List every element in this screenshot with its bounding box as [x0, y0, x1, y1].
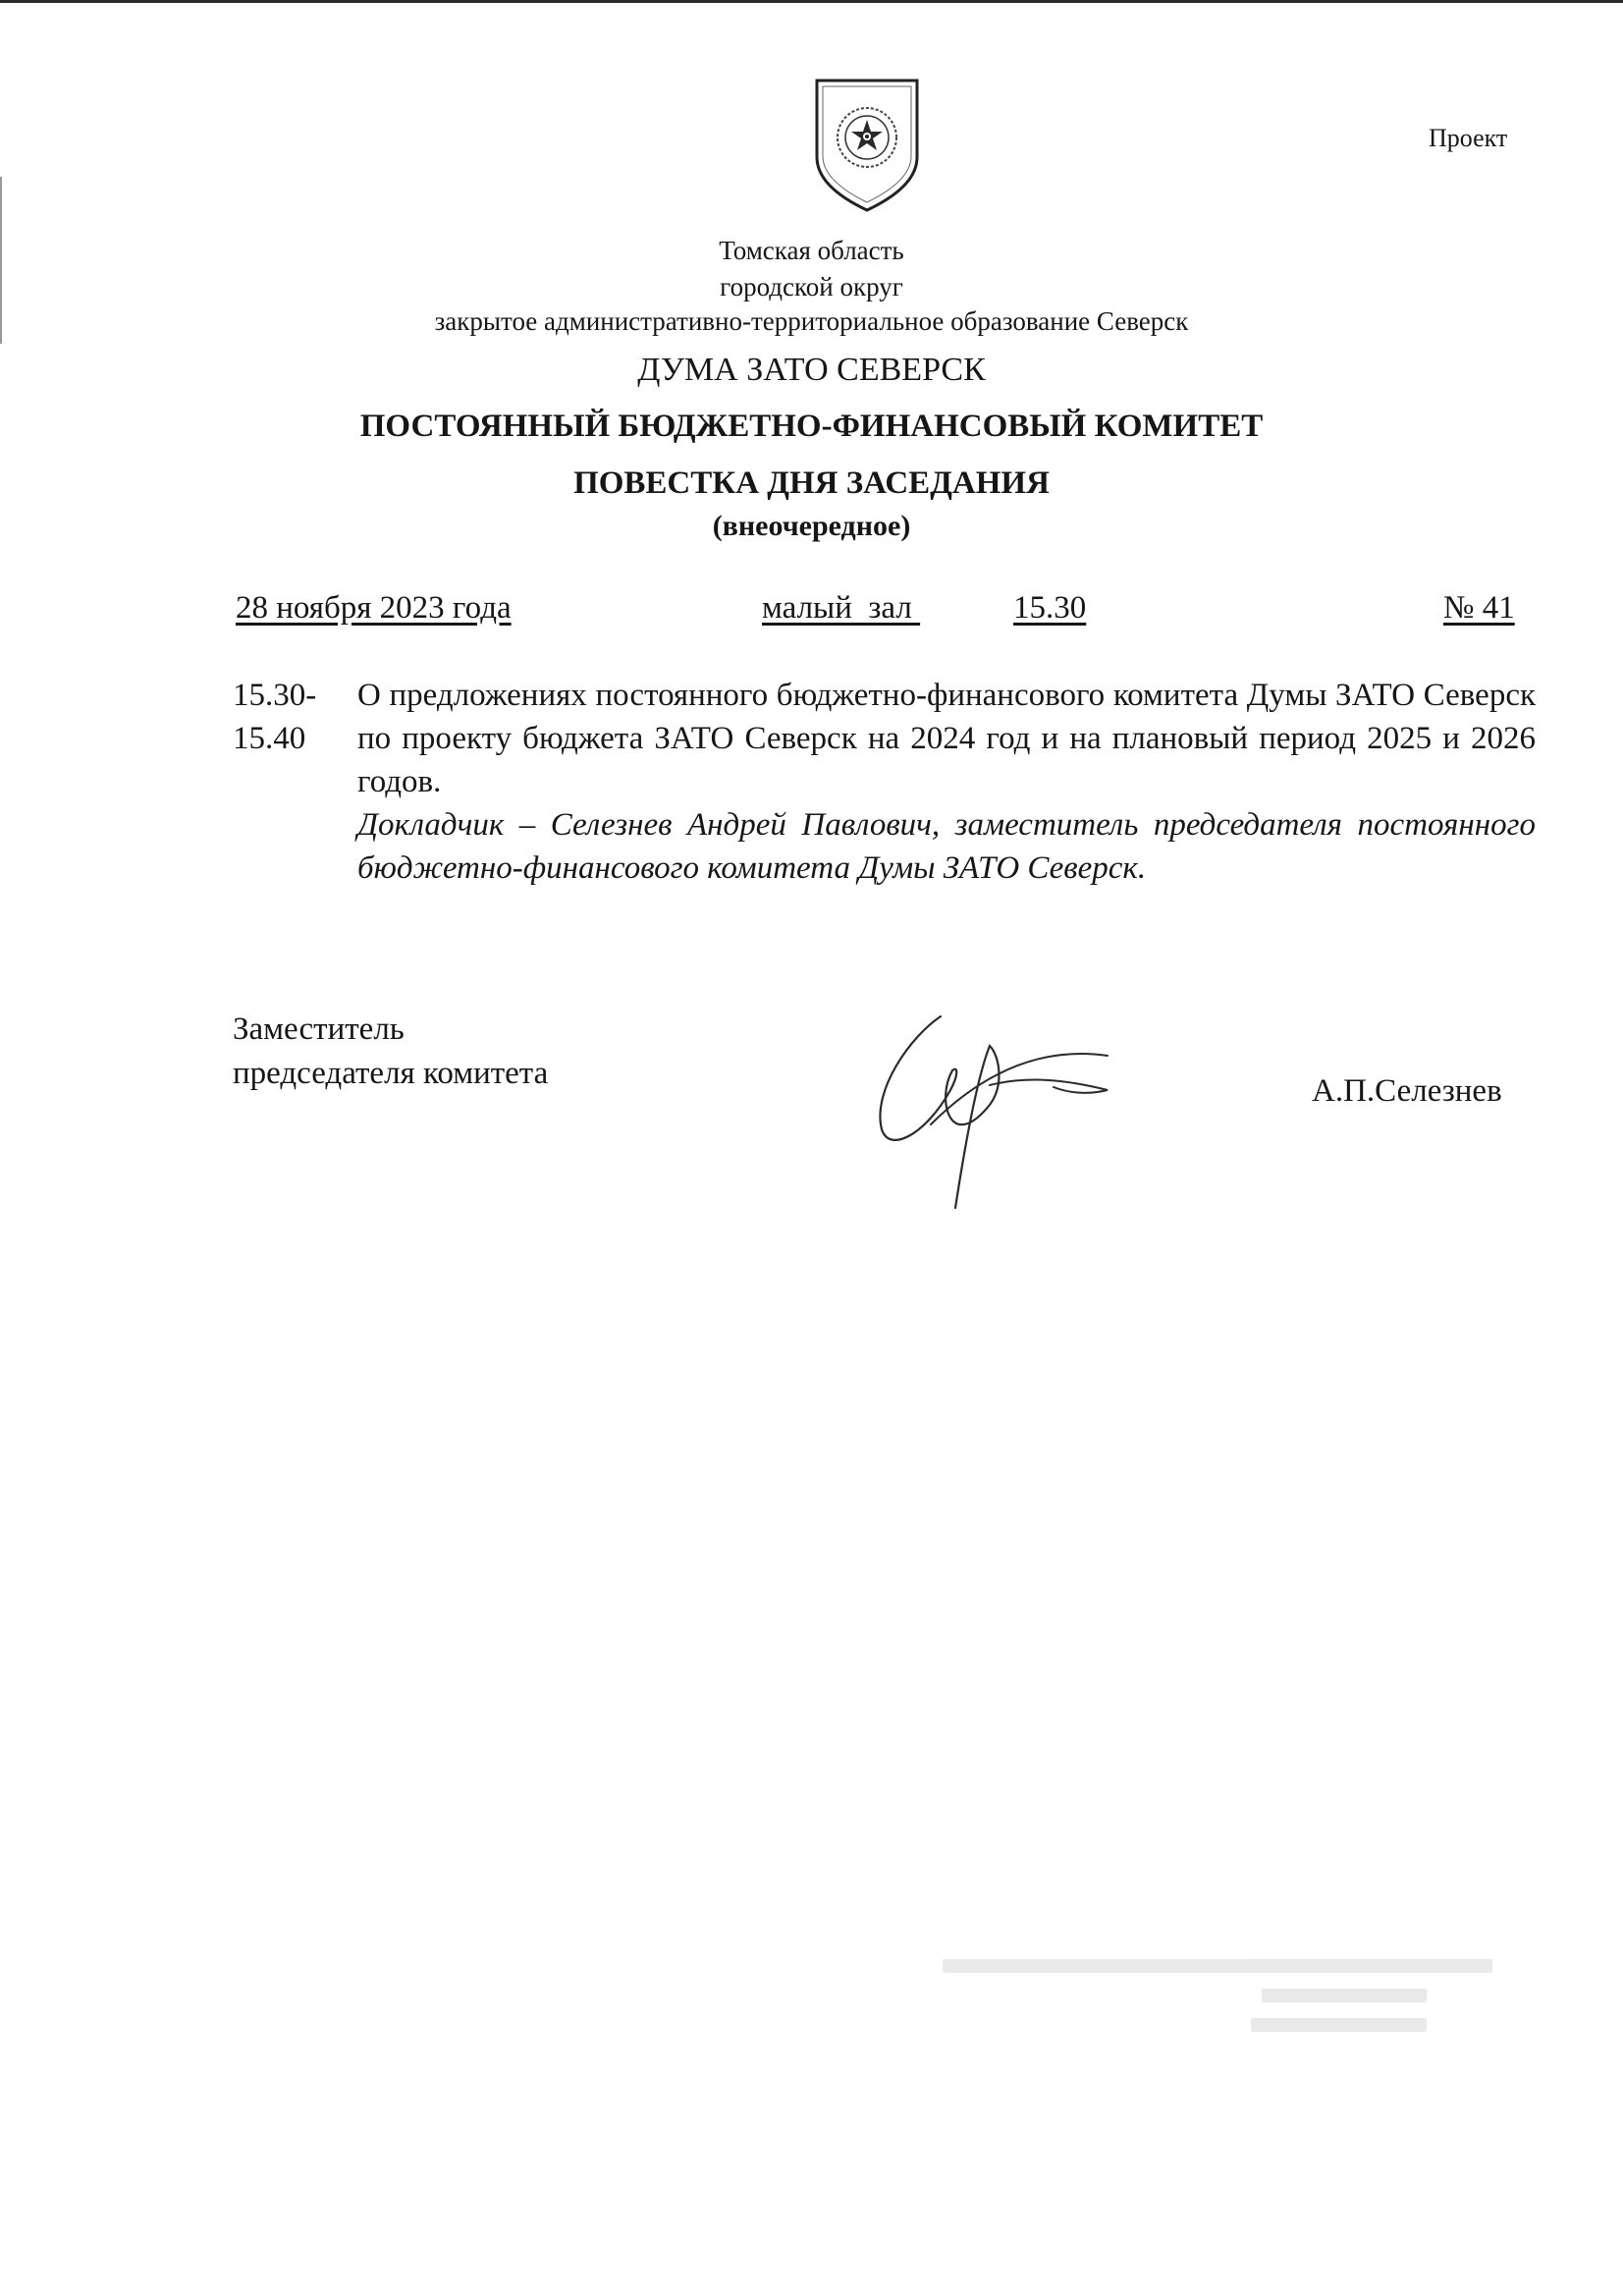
header-zato: закрытое административно-территориальное образование Северск	[434, 306, 1189, 336]
meeting-date: 28 ноября 2023 года	[236, 590, 512, 626]
agenda-item	[357, 674, 1536, 890]
coat-of-arms-icon	[811, 77, 923, 214]
agenda-title: ПОВЕСТКА ДНЯ ЗАСЕДАНИЯ	[573, 465, 1050, 501]
project-label: Проект	[1429, 124, 1508, 152]
scan-top-edge	[0, 0, 1623, 3]
agenda-item-speaker: Докладчик – Селезнев Андрей Павлович, заместитель председателя постоянного бюджетно-финансового комитета Думы ЗАТО Северск.	[357, 807, 1536, 886]
agenda-item-time-start: 15.30-	[233, 678, 317, 713]
session-type: (внеочередное)	[712, 510, 911, 542]
meeting-number: № 41	[1443, 590, 1515, 626]
header-duma: ДУМА ЗАТО СЕВЕРСК	[637, 352, 986, 388]
agenda-item-time-end: 15.40	[233, 721, 306, 756]
agenda-item-time	[233, 674, 316, 760]
signatory-position-line1: Заместитель	[233, 1011, 405, 1047]
handwritten-signature	[842, 997, 1117, 1228]
agenda-item-text: О предложениях постоянного бюджетно-финансового комитета Думы ЗАТО Северск по проекту бюджета ЗАТО Северск на 2024 год и на плановый период 2025 и 2026 годов.	[357, 678, 1536, 799]
faded-stamp	[943, 1959, 1492, 2077]
header-district: городской округ	[720, 272, 903, 301]
signatory-name: А.П.Селезнев	[1312, 1073, 1502, 1109]
meeting-time: 15.30	[1013, 590, 1087, 626]
header-committee: ПОСТОЯННЫЙ БЮДЖЕТНО-ФИНАНСОВЫЙ КОМИТЕТ	[359, 409, 1264, 444]
signatory-position	[233, 1008, 548, 1096]
meeting-hall: малый зал	[762, 590, 921, 626]
signatory-position-line2: председателя комитета	[233, 1056, 549, 1091]
header-region: Томская область	[719, 236, 904, 265]
